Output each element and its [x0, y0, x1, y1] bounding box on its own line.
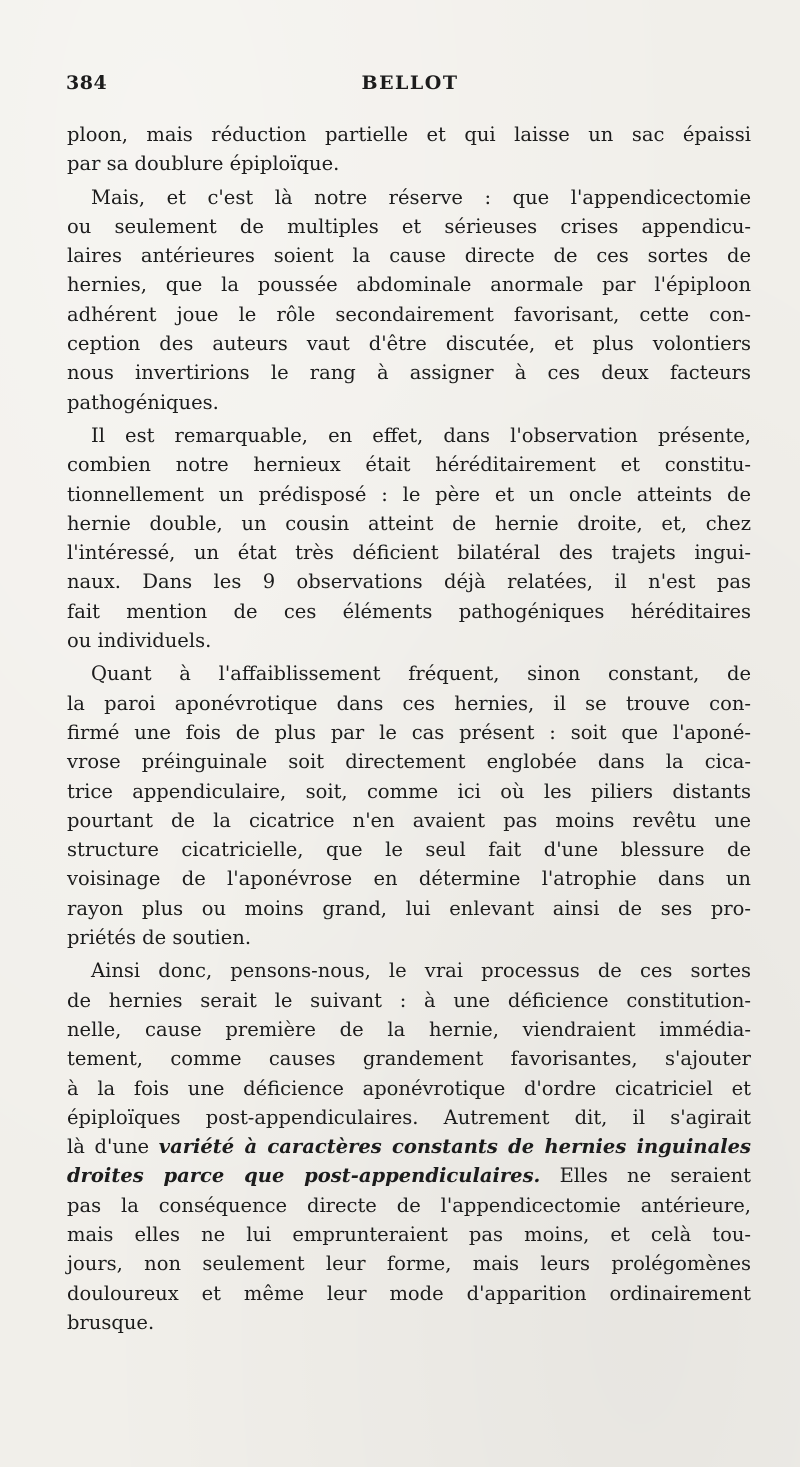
text-line: tement, comme causes grandement favorisantes, s'ajouter — [67, 1047, 751, 1071]
text-line-with-emphasis — [67, 1132, 751, 1161]
text-line: pas la conséquence directe de l'appendicectomie antérieure, — [67, 1193, 751, 1217]
text-line: brusque. — [67, 1310, 155, 1334]
text-run: là d'une — [67, 1135, 159, 1159]
text-line: priétés de soutien. — [67, 926, 252, 950]
text-line: l'intéressé, un état très déficient bilatéral des trajets ingui- — [67, 541, 751, 565]
text-line: Mais, et c'est là notre réserve : que l'appendicectomie — [91, 185, 751, 209]
text-line: tionnellement un prédisposé : le père et un oncle atteints de — [67, 482, 751, 506]
paragraph-1 — [67, 120, 751, 179]
text-line: ou seulement de multiples et sérieuses crises appendicu- — [67, 214, 751, 238]
paragraph-2 — [67, 183, 751, 417]
text-line: pathogéniques. — [67, 390, 219, 414]
text-line: épiploïques post-appendiculaires. Autrement dit, il s'agirait — [67, 1105, 751, 1129]
text-line: de hernies serait le suivant : à une déficience constitution- — [67, 988, 751, 1012]
running-head: BELLOT — [361, 72, 459, 94]
text-line: Ainsi donc, pensons-nous, le vrai processus de ces sortes — [91, 959, 751, 983]
text-line: adhérent joue le rôle secondairement favorisant, cette con- — [67, 302, 751, 326]
text-line: à la fois une déficience aponévrotique d'ordre cicatriciel et — [67, 1076, 751, 1100]
text-line: trice appendiculaire, soit, comme ici où les piliers distants — [67, 779, 751, 803]
body-text — [67, 120, 751, 1337]
paragraph-4 — [67, 659, 751, 952]
emphasis-run: variété à caractères constants de hernies inguinales — [158, 1135, 751, 1159]
text-line: fait mention de ces éléments pathogéniques héréditaires — [67, 599, 751, 623]
text-line-with-emphasis — [67, 1161, 751, 1190]
text-run: Elles ne seraient — [540, 1164, 751, 1188]
text-line: nelle, cause première de la hernie, viendraient immédia- — [67, 1017, 751, 1041]
text-line: la paroi aponévrotique dans ces hernies, il se trouve con- — [67, 691, 751, 715]
text-line: jours, non seulement leur forme, mais leurs prolégomènes — [67, 1252, 751, 1276]
text-line: ou individuels. — [67, 629, 212, 653]
text-line: mais elles ne lui emprunteraient pas moins, et celà tou- — [67, 1222, 751, 1246]
paragraph-3 — [67, 421, 751, 655]
text-line: douloureux et même leur mode d'apparition ordinairement — [67, 1281, 751, 1305]
text-line: rayon plus ou moins grand, lui enlevant ainsi de ses pro- — [67, 896, 751, 920]
text-line: Il est remarquable, en effet, dans l'observation présente, — [91, 423, 751, 447]
emphasis-run: droites parce que post-appendiculaires. — [67, 1164, 541, 1188]
text-line: hernies, que la poussée abdominale anormale par l'épiploon — [67, 273, 751, 297]
text-line: vrose préinguinale soit directement englobée dans la cica- — [67, 750, 751, 774]
text-line: pourtant de la cicatrice n'en avaient pas moins revêtu une — [67, 808, 751, 832]
text-line: par sa doublure épiploïque. — [67, 152, 340, 176]
text-line: firmé une fois de plus par le cas présent : soit que l'aponé- — [67, 720, 751, 744]
page-number: 384 — [66, 72, 108, 94]
text-line: combien notre hernieux était héréditairement et constitu- — [67, 453, 751, 477]
text-line: hernie double, un cousin atteint de hernie droite, et, chez — [67, 511, 751, 535]
text-line: laires antérieures soient la cause directe de ces sortes de — [67, 244, 751, 268]
text-line: voisinage de l'aponévrose en détermine l'atrophie dans un — [67, 867, 751, 891]
text-line: ploon, mais réduction partielle et qui laisse un sac épaissi — [67, 123, 751, 146]
text-line: Quant à l'affaiblissement fréquent, sinon constant, de — [91, 662, 751, 686]
text-line: ception des auteurs vaut d'être discutée, et plus volontiers — [67, 332, 751, 356]
text-line: nous invertirions le rang à assigner à ces deux facteurs — [67, 361, 751, 385]
page-header — [66, 72, 754, 100]
paragraph-5 — [67, 956, 751, 1337]
text-line: structure cicatricielle, que le seul fait d'une blessure de — [67, 838, 751, 862]
text-line: naux. Dans les 9 observations déjà relatées, il n'est pas — [67, 570, 751, 594]
